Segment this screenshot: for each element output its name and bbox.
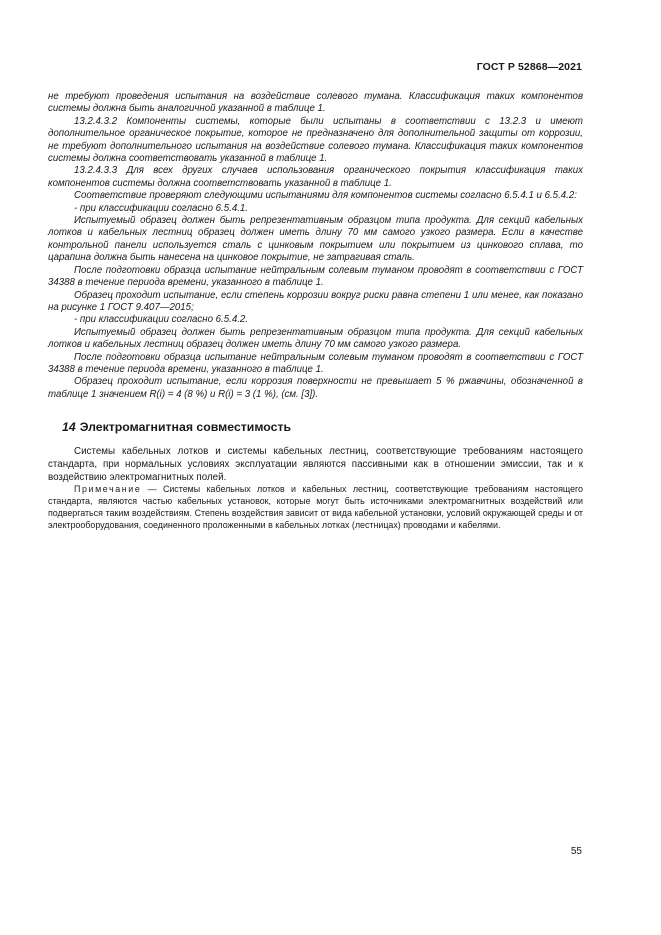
note xyxy=(48,484,583,531)
page-content xyxy=(48,91,583,531)
paragraph: 13.2.4.3.2 Компоненты системы, которые были испытаны в соответствии с 13.2.3 и имеют дополнительное органическое покрытие, которое не предназначено для дополнительной защиты от коррозии, не требуют дополнительного испытания на воздействие солевого тумана. Классификация таких компонентов системы должна соответствовать указанной в таблице 1. xyxy=(48,115,583,165)
list-item: - при классификации согласно 6.5.4.2. xyxy=(74,314,248,326)
paragraph: Образец проходит испытание, если коррозия поверхности не превышает 5 % ржавчины, обозначенной в таблице 1 значением R(i) = 4 (8 %) и R(i) = 3 (1 %), (см. [3]). xyxy=(48,376,583,400)
paragraph: Испытуемый образец должен быть репрезентативным образцом типа продукта. Для секций кабельных лотков и кабельных лестниц образец должен иметь длину 70 мм самого узкого размера. xyxy=(48,326,583,351)
section-number: 14 xyxy=(62,420,76,435)
paragraph: Образец проходит испытание, если степень коррозии вокруг риски равна степени 1 или менее, как показано на рисунке 1 ГОСТ 9.407—2015; xyxy=(48,289,583,313)
document-header: ГОСТ Р 52868—2021 xyxy=(476,61,582,73)
paragraph: После подготовки образца испытание нейтральным солевым туманом проводят в соответствии с ГОСТ 34388 в течение периода времени, указанного в таблице 1. xyxy=(48,264,583,289)
paragraph: 13.2.4.3.3 Для всех других случаев использования органического покрытия классификация таких компонентов системы должна соответствовать указанной в таблице 1. xyxy=(48,165,583,189)
section-body: Системы кабельных лотков и системы кабельных лестниц, соответствующие требованиям настоящего стандарта, при нормальных условиях эксплуатации являются пассивными как в отношении эмиссии, так и к воздействию электромагнитных полей. xyxy=(48,446,583,484)
note-label: Примечание xyxy=(74,484,142,495)
list-item: - при классификации согласно 6.5.4.1. xyxy=(74,202,248,214)
note-text: — Системы кабельных лотков и кабельных лестниц, соответствующие требованиям настоящего стандарта, являются частью кабельных установок, которые могут быть источниками электромагнитных воздействий или подвергаться таким воздействиям. Степень воздействия зависит от вида кабельной установки, условий окружающей среды и от электрооборудования, соединенного проложенными в кабельных лотках (лестницах) проводами и кабелями. xyxy=(48,484,583,530)
paragraph: Испытуемый образец должен быть репрезентативным образцом типа продукта. Для секций кабельных лотков и кабельных лестниц образец должен иметь длину 70 мм самого узкого размера. Если в качестве контрольной панели используется сталь с цинковым покрытием или покрытием из цинкового сплава, то царапина должна быть нанесена на цинковое покрытие, не затрагивая сталь. xyxy=(48,215,583,264)
paragraph: После подготовки образца испытание нейтральным солевым туманом проводят в соответствии с ГОСТ 34388 в течение периода времени, указанного в таблице 1. xyxy=(48,351,583,375)
section-heading xyxy=(48,419,583,435)
page-number: 55 xyxy=(570,846,582,857)
section-title: Электромагнитная совместимость xyxy=(79,420,292,435)
paragraph: не требуют проведения испытания на воздействие солевого тумана. Классификация таких компонентов системы должна быть аналогичной указанной в таблице 1. xyxy=(48,91,583,115)
paragraph: Соответствие проверяют следующими испытаниями для компонентов системы согласно 6.5.4.1 и 6.5.4.2: xyxy=(74,190,577,202)
